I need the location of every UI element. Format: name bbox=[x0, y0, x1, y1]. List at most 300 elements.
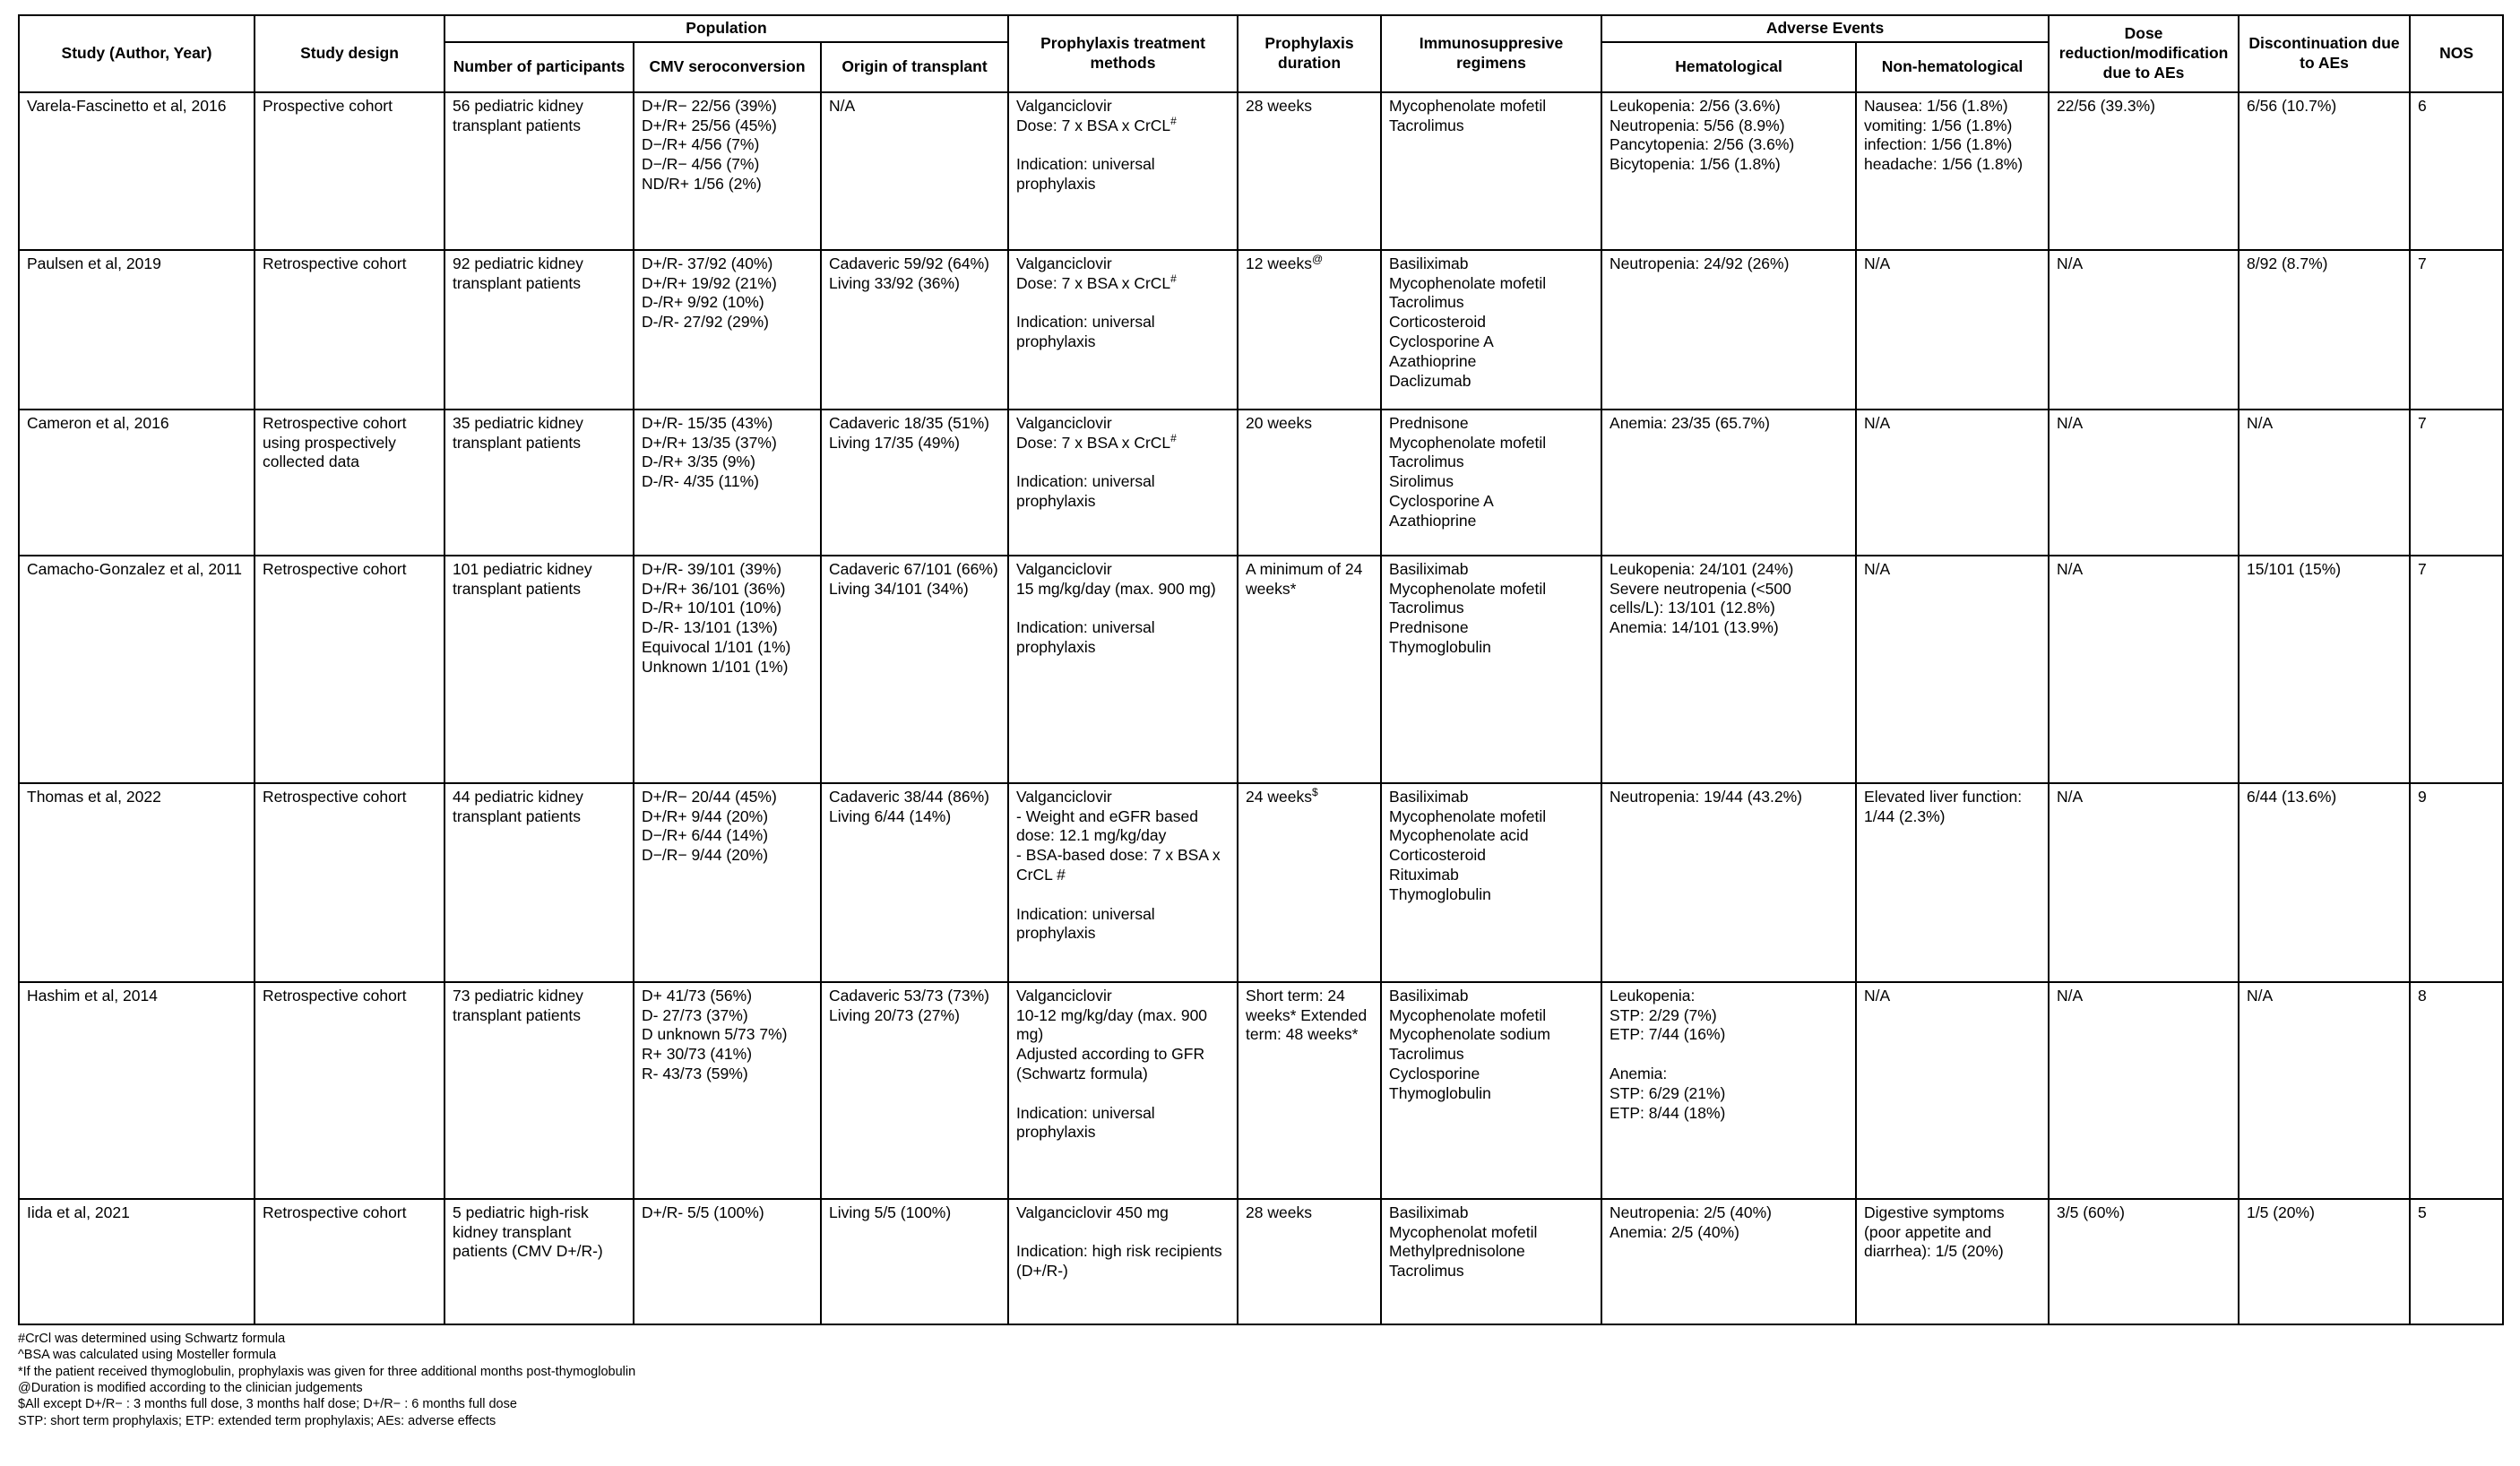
hema-cell-line: ETP: 8/44 (18%) bbox=[1610, 1103, 1726, 1122]
duration-cell-text: 12 weeks bbox=[1246, 254, 1312, 272]
immuno-cell-line: Mycophenolate sodium bbox=[1389, 1025, 1550, 1044]
study-cell-text: Paulsen et al, 2019 bbox=[27, 254, 161, 272]
immuno-cell-line: Basiliximab bbox=[1389, 1203, 1469, 1221]
nonhema-cell bbox=[1856, 92, 2049, 250]
hema-cell bbox=[1601, 982, 1856, 1199]
header-row-top bbox=[19, 15, 2503, 42]
methods-cell-line: Indication: universal prophylaxis bbox=[1016, 313, 1155, 350]
disc-cell-text: 1/5 (20%) bbox=[2247, 1203, 2315, 1221]
cmv-cell-line: D- 27/73 (37%) bbox=[642, 1005, 748, 1024]
cmv-cell-line: D+/R+ 36/101 (36%) bbox=[642, 579, 786, 598]
col-header-study: Study (Author, Year) bbox=[19, 15, 255, 92]
footnote-marker: # bbox=[1170, 431, 1177, 444]
nonhema-cell-line: Elevated liver function: 1/44 (2.3%) bbox=[1864, 787, 2023, 825]
immuno-cell-line: Mycophenolate mofetil bbox=[1389, 433, 1547, 452]
col-header-design: Study design bbox=[255, 15, 444, 92]
table-row bbox=[19, 982, 2503, 1199]
nonhema-cell-line: infection: 1/56 (1.8%) bbox=[1864, 135, 2013, 154]
origin-cell bbox=[821, 410, 1008, 556]
immuno-cell-line: Tacrolimus bbox=[1389, 116, 1464, 134]
nos-cell-text: 7 bbox=[2418, 559, 2427, 578]
participants-cell bbox=[444, 92, 634, 250]
methods-cell-line: 10-12 mg/kg/day (max. 900 mg) bbox=[1016, 1005, 1208, 1044]
methods-cell-line: Valganciclovir bbox=[1016, 787, 1112, 806]
disc-cell bbox=[2239, 1199, 2410, 1324]
cmv-cell-line: D+/R+ 9/44 (20%) bbox=[642, 806, 769, 825]
immuno-cell-line: Prednisone bbox=[1389, 413, 1469, 432]
hema-cell-line: Severe neutropenia (<500 cells/L): 13/101 (12.8%) bbox=[1610, 579, 1791, 617]
immuno-cell-line: Tacrolimus bbox=[1389, 599, 1464, 617]
hema-cell-line: Neutropenia: 19/44 (43.2%) bbox=[1610, 787, 1803, 806]
design-cell-text: Retrospective cohort bbox=[263, 559, 407, 578]
table-row bbox=[19, 556, 2503, 783]
nonhema-cell-line: N/A bbox=[1864, 559, 1891, 578]
participants-cell-text: 5 pediatric high-risk kidney transplant patients (CMV D+/R-) bbox=[453, 1203, 603, 1261]
immuno-cell-line: Mycophenolate mofetil bbox=[1389, 806, 1547, 825]
blank-line bbox=[1016, 135, 1230, 155]
col-header-disc: Discontinuation due to AEs bbox=[2239, 15, 2410, 92]
cmv-cell-line: D-/R+ 9/92 (10%) bbox=[642, 293, 764, 312]
col-header-methods: Prophylaxis treatment methods bbox=[1008, 15, 1238, 92]
cmv-cell-line: Equivocal 1/101 (1%) bbox=[642, 637, 791, 656]
cmv-cell bbox=[634, 92, 821, 250]
page bbox=[18, 14, 2502, 1429]
dose-cell bbox=[2049, 783, 2239, 982]
hema-cell-line: Neutropenia: 5/56 (8.9%) bbox=[1610, 116, 1785, 134]
duration-cell bbox=[1238, 410, 1381, 556]
cmv-cell-line: D-/R+ 10/101 (10%) bbox=[642, 599, 782, 617]
methods-cell-line: Valganciclovir bbox=[1016, 96, 1112, 115]
immuno-cell-line: Corticosteroid bbox=[1389, 846, 1486, 865]
col-header-dose: Dose reduction/modification due to AEs bbox=[2049, 15, 2239, 92]
design-cell bbox=[255, 1199, 444, 1324]
immuno-cell-line: Azathioprine bbox=[1389, 511, 1477, 530]
participants-cell bbox=[444, 556, 634, 783]
origin-cell-line: N/A bbox=[829, 96, 856, 115]
footnote-marker: # bbox=[1170, 272, 1177, 285]
participants-cell-text: 73 pediatric kidney transplant patients bbox=[453, 986, 583, 1024]
col-header-duration: Prophylaxis duration bbox=[1238, 15, 1381, 92]
methods-cell-line: Indication: universal prophylaxis bbox=[1016, 618, 1155, 656]
immuno-cell-line: Tacrolimus bbox=[1389, 1262, 1464, 1281]
table-row bbox=[19, 250, 2503, 410]
duration-cell bbox=[1238, 250, 1381, 410]
nos-cell-text: 7 bbox=[2418, 413, 2427, 432]
immuno-cell-line: Mycophenolate mofetil bbox=[1389, 273, 1547, 292]
design-cell bbox=[255, 410, 444, 556]
duration-cell-text: 24 weeks bbox=[1246, 787, 1312, 806]
disc-cell-text: 15/101 (15%) bbox=[2247, 559, 2342, 578]
methods-cell bbox=[1008, 982, 1238, 1199]
participants-cell bbox=[444, 250, 634, 410]
methods-cell bbox=[1008, 410, 1238, 556]
cmv-cell-line: R- 43/73 (59%) bbox=[642, 1064, 748, 1082]
dose-cell bbox=[2049, 250, 2239, 410]
immuno-cell-line: Thymoglobulin bbox=[1389, 1083, 1491, 1102]
immuno-cell-line: Basiliximab bbox=[1389, 986, 1469, 1005]
design-cell-text: Retrospective cohort bbox=[263, 986, 407, 1005]
methods-cell-line: Dose: 7 x BSA x CrCL# bbox=[1016, 431, 1177, 452]
cmv-cell-line: D+/R+ 13/35 (37%) bbox=[642, 433, 777, 452]
footnote-line: ^BSA was calculated using Mosteller formula bbox=[18, 1348, 277, 1363]
participants-cell bbox=[444, 982, 634, 1199]
hema-cell-line: Pancytopenia: 2/56 (3.6%) bbox=[1610, 135, 1795, 154]
immuno-cell-line: Thymoglobulin bbox=[1389, 637, 1491, 656]
blank-line bbox=[1016, 885, 1230, 905]
methods-cell-line: Indication: universal prophylaxis bbox=[1016, 155, 1155, 193]
hema-cell bbox=[1601, 556, 1856, 783]
nos-cell-text: 9 bbox=[2418, 787, 2427, 806]
nonhema-cell-line: Nausea: 1/56 (1.8%) bbox=[1864, 96, 2008, 115]
duration-cell-text: 28 weeks bbox=[1246, 1203, 1312, 1221]
col-header-origin: Origin of transplant bbox=[821, 42, 1008, 92]
design-cell-text: Retrospective cohort bbox=[263, 254, 407, 272]
table-row bbox=[19, 92, 2503, 250]
blank-line bbox=[1016, 453, 1230, 472]
footnote-line: $All except D+/R− : 3 months full dose, 3 months half dose; D+/R− : 6 months full dose bbox=[18, 1397, 517, 1412]
cmv-cell-line: D+/R− 20/44 (45%) bbox=[642, 787, 777, 806]
origin-cell-line: Cadaveric 67/101 (66%) bbox=[829, 559, 998, 578]
participants-cell-text: 92 pediatric kidney transplant patients bbox=[453, 254, 583, 292]
cmv-cell bbox=[634, 982, 821, 1199]
cmv-cell-line: D+/R- 39/101 (39%) bbox=[642, 559, 782, 578]
disc-cell bbox=[2239, 92, 2410, 250]
nonhema-cell-line: vomiting: 1/56 (1.8%) bbox=[1864, 116, 2013, 134]
nonhema-cell-line: N/A bbox=[1864, 254, 1891, 272]
hema-cell bbox=[1601, 410, 1856, 556]
dose-cell-text: 22/56 (39.3%) bbox=[2057, 96, 2155, 115]
study-cell-text: Varela-Fascinetto et al, 2016 bbox=[27, 96, 227, 115]
origin-cell-line: Living 6/44 (14%) bbox=[829, 806, 952, 825]
cmv-cell-line: D-/R- 27/92 (29%) bbox=[642, 313, 769, 332]
origin-cell bbox=[821, 783, 1008, 982]
hema-cell-line: Leukopenia: 2/56 (3.6%) bbox=[1610, 96, 1781, 115]
cmv-cell-line: D-/R+ 3/35 (9%) bbox=[642, 453, 755, 471]
study-cell bbox=[19, 250, 255, 410]
dose-cell bbox=[2049, 1199, 2239, 1324]
origin-cell-line: Cadaveric 59/92 (64%) bbox=[829, 254, 989, 272]
immuno-cell-line: Cyclosporine A bbox=[1389, 332, 1494, 350]
hema-cell-line: Bicytopenia: 1/56 (1.8%) bbox=[1610, 155, 1781, 174]
nos-cell bbox=[2410, 410, 2503, 556]
dose-cell bbox=[2049, 92, 2239, 250]
methods-cell-line: Adjusted according to GFR (Schwartz formula) bbox=[1016, 1045, 1205, 1082]
disc-cell-text: 6/56 (10.7%) bbox=[2247, 96, 2337, 115]
methods-cell-line: Indication: universal prophylaxis bbox=[1016, 1103, 1155, 1142]
disc-cell-text: 6/44 (13.6%) bbox=[2247, 787, 2337, 806]
nos-cell-text: 8 bbox=[2418, 986, 2427, 1005]
cmv-cell-line: D−/R+ 6/44 (14%) bbox=[642, 826, 769, 845]
study-cell bbox=[19, 556, 255, 783]
origin-cell-line: Cadaveric 53/73 (73%) bbox=[829, 986, 989, 1005]
duration-cell-text: 20 weeks bbox=[1246, 413, 1312, 432]
nonhema-cell-line: N/A bbox=[1864, 986, 1891, 1005]
hema-cell-line: Anemia: 2/5 (40%) bbox=[1610, 1222, 1739, 1241]
nonhema-cell bbox=[1856, 982, 2049, 1199]
immuno-cell bbox=[1381, 556, 1601, 783]
hema-cell-line: Anemia: 14/101 (13.9%) bbox=[1610, 618, 1779, 637]
design-cell bbox=[255, 92, 444, 250]
immuno-cell-line: Tacrolimus bbox=[1389, 453, 1464, 471]
immuno-cell-line: Basiliximab bbox=[1389, 787, 1469, 806]
study-cell-text: Thomas et al, 2022 bbox=[27, 787, 161, 806]
immuno-cell-line: Thymoglobulin bbox=[1389, 884, 1491, 903]
table-row bbox=[19, 783, 2503, 982]
methods-cell-line: Dose: 7 x BSA x CrCL# bbox=[1016, 272, 1177, 292]
nos-cell bbox=[2410, 1199, 2503, 1324]
col-header-hema: Hematological bbox=[1601, 42, 1856, 92]
cmv-cell-line: D+/R- 5/5 (100%) bbox=[642, 1203, 764, 1221]
duration-cell-text: A minimum of 24 weeks* bbox=[1246, 559, 1363, 598]
study-cell bbox=[19, 410, 255, 556]
participants-cell-text: 44 pediatric kidney transplant patients bbox=[453, 787, 583, 825]
immuno-cell bbox=[1381, 982, 1601, 1199]
nonhema-cell-line: headache: 1/56 (1.8%) bbox=[1864, 155, 2024, 174]
design-cell bbox=[255, 556, 444, 783]
hema-cell-line: STP: 2/29 (7%) bbox=[1610, 1005, 1717, 1024]
origin-cell-line: Living 17/35 (49%) bbox=[829, 433, 960, 452]
immuno-cell-line: Azathioprine bbox=[1389, 351, 1477, 370]
methods-cell bbox=[1008, 783, 1238, 982]
design-cell-text: Retrospective cohort bbox=[263, 1203, 407, 1221]
immuno-cell-line: Daclizumab bbox=[1389, 371, 1471, 390]
design-cell-text: Retrospective cohort bbox=[263, 787, 407, 806]
methods-cell-line: Valganciclovir bbox=[1016, 254, 1112, 272]
participants-cell bbox=[444, 410, 634, 556]
disc-cell-text: N/A bbox=[2247, 413, 2274, 432]
study-cell-text: Hashim et al, 2014 bbox=[27, 986, 158, 1005]
cmv-cell-line: D−/R− 9/44 (20%) bbox=[642, 846, 769, 865]
immuno-cell-line: Mycophenolat mofetil bbox=[1389, 1222, 1538, 1241]
studies-table bbox=[18, 14, 2504, 1325]
nos-cell bbox=[2410, 982, 2503, 1199]
dose-cell-text: N/A bbox=[2057, 986, 2084, 1005]
origin-cell-line: Living 33/92 (36%) bbox=[829, 273, 960, 292]
methods-cell bbox=[1008, 92, 1238, 250]
hema-cell-line: STP: 6/29 (21%) bbox=[1610, 1083, 1726, 1102]
nonhema-cell bbox=[1856, 410, 2049, 556]
origin-cell bbox=[821, 250, 1008, 410]
hema-cell-line: Anemia: bbox=[1610, 1064, 1668, 1082]
footnote-line: *If the patient received thymoglobulin, prophylaxis was given for three additional months post-thymoglobulin bbox=[18, 1364, 636, 1379]
immuno-cell-line: Mycophenolate mofetil bbox=[1389, 96, 1547, 115]
dose-cell bbox=[2049, 982, 2239, 1199]
immuno-cell-line: Rituximab bbox=[1389, 865, 1459, 884]
immuno-cell-line: Mycophenolate mofetil bbox=[1389, 579, 1547, 598]
duration-cell bbox=[1238, 982, 1381, 1199]
study-cell bbox=[19, 783, 255, 982]
duration-cell bbox=[1238, 783, 1381, 982]
cmv-cell-line: D+/R− 22/56 (39%) bbox=[642, 96, 777, 115]
col-header-immuno: Immunosuppresive regimens bbox=[1381, 15, 1601, 92]
dose-cell bbox=[2049, 556, 2239, 783]
table-row bbox=[19, 1199, 2503, 1324]
hema-cell bbox=[1601, 92, 1856, 250]
cmv-cell-line: D+/R- 15/35 (43%) bbox=[642, 413, 773, 432]
origin-cell bbox=[821, 1199, 1008, 1324]
methods-cell-line: 15 mg/kg/day (max. 900 mg) bbox=[1016, 579, 1216, 598]
nos-cell bbox=[2410, 250, 2503, 410]
duration-cell bbox=[1238, 92, 1381, 250]
participants-cell-text: 56 pediatric kidney transplant patients bbox=[453, 96, 583, 134]
design-cell bbox=[255, 982, 444, 1199]
methods-cell-line: Dose: 7 x BSA x CrCL# bbox=[1016, 114, 1177, 134]
origin-cell-line: Living 34/101 (34%) bbox=[829, 579, 969, 598]
hema-cell-line: Neutropenia: 24/92 (26%) bbox=[1610, 254, 1790, 272]
disc-cell bbox=[2239, 556, 2410, 783]
duration-cell-text: 28 weeks bbox=[1246, 96, 1312, 115]
design-cell-text: Prospective cohort bbox=[263, 96, 393, 115]
origin-cell bbox=[821, 556, 1008, 783]
cmv-cell bbox=[634, 410, 821, 556]
methods-cell-line: - BSA-based dose: 7 x BSA x CrCL # bbox=[1016, 846, 1221, 884]
cmv-cell bbox=[634, 783, 821, 982]
study-cell bbox=[19, 92, 255, 250]
participants-cell bbox=[444, 1199, 634, 1324]
nos-cell bbox=[2410, 556, 2503, 783]
immuno-cell-line: Mycophenolate acid bbox=[1389, 826, 1529, 845]
disc-cell bbox=[2239, 250, 2410, 410]
col-header-nonhema: Non-hematological bbox=[1856, 42, 2049, 92]
methods-cell-line: Indication: high risk recipients (D+/R-) bbox=[1016, 1242, 1222, 1281]
participants-cell-text: 101 pediatric kidney transplant patients bbox=[453, 559, 592, 598]
cmv-cell bbox=[634, 556, 821, 783]
immuno-cell bbox=[1381, 783, 1601, 982]
methods-cell-line: Valganciclovir 450 mg bbox=[1016, 1203, 1169, 1221]
origin-cell-line: Cadaveric 38/44 (86%) bbox=[829, 787, 989, 806]
methods-cell-line: Valganciclovir bbox=[1016, 413, 1112, 432]
nonhema-cell bbox=[1856, 1199, 2049, 1324]
dose-cell-text: N/A bbox=[2057, 787, 2084, 806]
nos-cell-text: 7 bbox=[2418, 254, 2427, 272]
immuno-cell-line: Prednisone bbox=[1389, 618, 1469, 637]
dose-cell-text: N/A bbox=[2057, 559, 2084, 578]
dose-cell-text: N/A bbox=[2057, 254, 2084, 272]
study-cell-text: Camacho-Gonzalez et al, 2011 bbox=[27, 559, 242, 578]
blank-line bbox=[1016, 1223, 1230, 1243]
col-header-nos: NOS bbox=[2410, 15, 2503, 92]
immuno-cell-line: Basiliximab bbox=[1389, 254, 1469, 272]
disc-cell bbox=[2239, 982, 2410, 1199]
cmv-cell-line: D−/R− 4/56 (7%) bbox=[642, 155, 760, 174]
immuno-cell-line: Mycophenolate mofetil bbox=[1389, 1005, 1547, 1024]
cmv-cell bbox=[634, 250, 821, 410]
immuno-cell bbox=[1381, 250, 1601, 410]
nonhema-cell bbox=[1856, 250, 2049, 410]
immuno-cell bbox=[1381, 92, 1601, 250]
cmv-cell-line: D-/R- 13/101 (13%) bbox=[642, 618, 778, 637]
origin-cell-line: Living 20/73 (27%) bbox=[829, 1005, 960, 1024]
dose-cell bbox=[2049, 410, 2239, 556]
participants-cell bbox=[444, 783, 634, 982]
hema-cell-line: Leukopenia: bbox=[1610, 986, 1696, 1005]
immuno-cell-line: Methylprednisolone bbox=[1389, 1242, 1525, 1261]
immuno-cell bbox=[1381, 410, 1601, 556]
immuno-cell-line: Corticosteroid bbox=[1389, 313, 1486, 332]
nonhema-cell-line: Digestive symptoms (poor appetite and diarrhea): 1/5 (20%) bbox=[1864, 1203, 2005, 1261]
footnotes bbox=[18, 1331, 2502, 1429]
hema-cell bbox=[1601, 783, 1856, 982]
blank-line bbox=[1610, 1045, 1848, 1065]
blank-line bbox=[1016, 293, 1230, 313]
cmv-cell-line: D+/R+ 19/92 (21%) bbox=[642, 273, 777, 292]
duration-cell-text: Short term: 24 weeks* Extended term: 48 weeks* bbox=[1246, 986, 1368, 1044]
dose-cell-text: N/A bbox=[2057, 413, 2084, 432]
cmv-cell-line: Unknown 1/101 (1%) bbox=[642, 657, 789, 676]
col-header-population: Population bbox=[444, 15, 1008, 42]
methods-cell-line: Indication: universal prophylaxis bbox=[1016, 904, 1155, 943]
nonhema-cell bbox=[1856, 783, 2049, 982]
duration-cell bbox=[1238, 556, 1381, 783]
hema-cell bbox=[1601, 250, 1856, 410]
design-cell-text: Retrospective cohort using prospectively collected data bbox=[263, 413, 407, 471]
hema-cell-line: Leukopenia: 24/101 (24%) bbox=[1610, 559, 1794, 578]
immuno-cell bbox=[1381, 1199, 1601, 1324]
design-cell bbox=[255, 783, 444, 982]
origin-cell-line: Living 5/5 (100%) bbox=[829, 1203, 952, 1221]
nonhema-cell bbox=[1856, 556, 2049, 783]
hema-cell bbox=[1601, 1199, 1856, 1324]
cmv-cell bbox=[634, 1199, 821, 1324]
study-cell bbox=[19, 982, 255, 1199]
table-body bbox=[19, 92, 2503, 1324]
col-header-cmv: CMV seroconversion bbox=[634, 42, 821, 92]
hema-cell-line: Neutropenia: 2/5 (40%) bbox=[1610, 1203, 1772, 1221]
hema-cell-line: ETP: 7/44 (16%) bbox=[1610, 1025, 1726, 1044]
origin-cell bbox=[821, 92, 1008, 250]
methods-cell bbox=[1008, 556, 1238, 783]
nos-cell bbox=[2410, 92, 2503, 250]
disc-cell-text: N/A bbox=[2247, 986, 2274, 1005]
cmv-cell-line: D+ 41/73 (56%) bbox=[642, 986, 753, 1005]
dose-cell-text: 3/5 (60%) bbox=[2057, 1203, 2125, 1221]
methods-cell-line: Indication: universal prophylaxis bbox=[1016, 472, 1155, 510]
footnote-line: @Duration is modified according to the clinician judgements bbox=[18, 1381, 363, 1396]
footnote-line: STP: short term prophylaxis; ETP: extended term prophylaxis; AEs: adverse effects bbox=[18, 1413, 496, 1428]
immuno-cell-line: Cyclosporine A bbox=[1389, 491, 1494, 510]
cmv-cell-line: R+ 30/73 (41%) bbox=[642, 1045, 753, 1064]
blank-line bbox=[1016, 599, 1230, 618]
footnote-marker: $ bbox=[1311, 785, 1318, 798]
nos-cell-text: 5 bbox=[2418, 1203, 2427, 1221]
immuno-cell-line: Tacrolimus bbox=[1389, 293, 1464, 312]
table-row bbox=[19, 410, 2503, 556]
study-cell-text: Cameron et al, 2016 bbox=[27, 413, 169, 432]
study-cell bbox=[19, 1199, 255, 1324]
cmv-cell-line: ND/R+ 1/56 (2%) bbox=[642, 174, 762, 193]
methods-cell-line: Valganciclovir bbox=[1016, 986, 1112, 1005]
methods-cell-line: - Weight and eGFR based dose: 12.1 mg/kg/day bbox=[1016, 806, 1198, 845]
nonhema-cell-line: N/A bbox=[1864, 413, 1891, 432]
hema-cell-line: Anemia: 23/35 (65.7%) bbox=[1610, 413, 1771, 432]
immuno-cell-line: Sirolimus bbox=[1389, 472, 1454, 491]
col-header-participants: Number of participants bbox=[444, 42, 634, 92]
design-cell bbox=[255, 250, 444, 410]
origin-cell-line: Cadaveric 18/35 (51%) bbox=[829, 413, 989, 432]
methods-cell-line: Valganciclovir bbox=[1016, 559, 1112, 578]
methods-cell bbox=[1008, 250, 1238, 410]
cmv-cell-line: D+/R+ 25/56 (45%) bbox=[642, 116, 777, 134]
methods-cell bbox=[1008, 1199, 1238, 1324]
col-header-adverse: Adverse Events bbox=[1601, 15, 2049, 42]
footnote-marker: # bbox=[1170, 114, 1177, 127]
duration-cell bbox=[1238, 1199, 1381, 1324]
footnote-marker: @ bbox=[1311, 252, 1324, 265]
study-cell-text: Iida et al, 2021 bbox=[27, 1203, 130, 1221]
disc-cell-text: 8/92 (8.7%) bbox=[2247, 254, 2328, 272]
disc-cell bbox=[2239, 783, 2410, 982]
cmv-cell-line: D-/R- 4/35 (11%) bbox=[642, 472, 759, 491]
